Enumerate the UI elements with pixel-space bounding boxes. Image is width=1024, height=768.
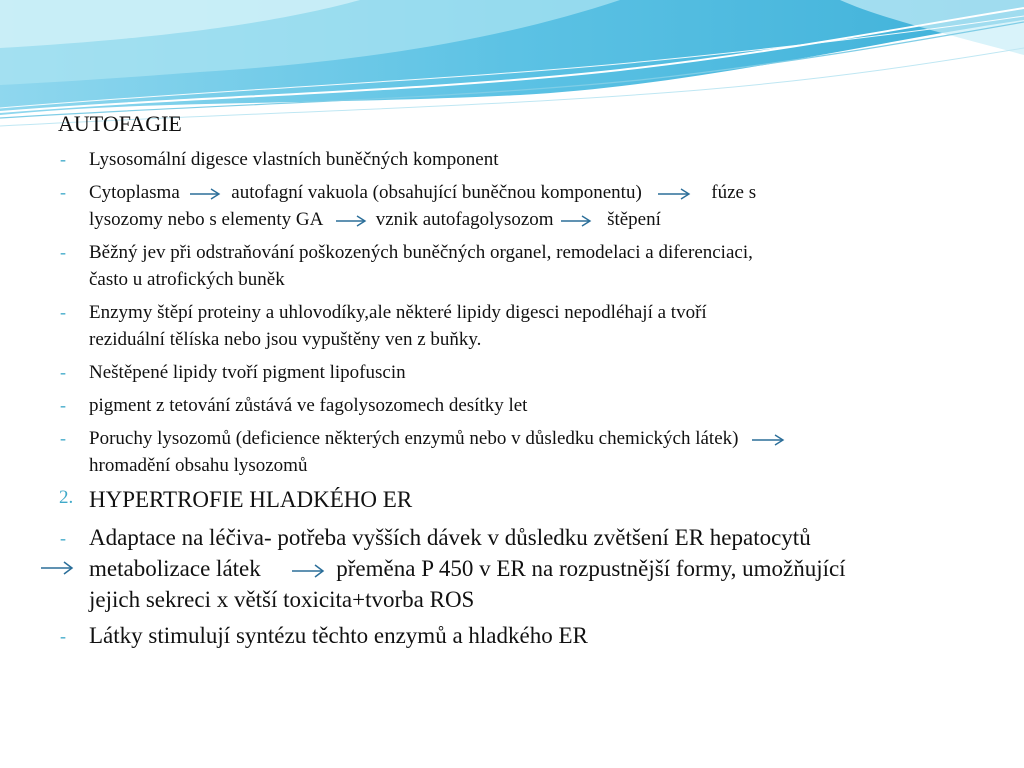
bullet-bezny-jev-line2: často u atrofických buněk [89, 269, 285, 290]
bullet-dash: - [60, 362, 66, 382]
right-arrow-icon [751, 434, 785, 446]
bullet-dash: - [60, 302, 66, 322]
bullet-adaptace-line2 [89, 553, 846, 584]
right-arrow-icon [560, 215, 592, 227]
bullet-enzymy-line2: reziduální tělíska nebo jsou vypuštěny ven z buňky. [89, 329, 482, 350]
bullet-dash: - [60, 626, 66, 646]
bullet-dash: - [60, 528, 66, 548]
bullet-adaptace-line3: jejich sekreci x větší toxicita+tvorba ROS [89, 587, 475, 612]
text-vznik-autofagolysozom: vznik autofagolysozom [375, 209, 554, 230]
right-arrow-icon [291, 564, 325, 578]
text-poruchy-lysozomu: Poruchy lysozomů (deficience některých enzymů nebo v důsledku chemických látek) [89, 428, 739, 449]
right-arrow-icon [657, 188, 691, 200]
bullet-poruchy-line1 [89, 425, 785, 452]
bullet-cytoplasma-line2 [89, 206, 661, 233]
bullet-latky-stimuluji: Látky stimulují syntézu těchto enzymů a hladkého ER [89, 623, 588, 648]
right-arrow-icon [40, 561, 74, 575]
section-number: 2. [59, 487, 74, 508]
text-stepeni: štěpení [607, 209, 661, 230]
bullet-lysosomal-digestion: Lysosomální digesce vlastních buněčných komponent [89, 149, 499, 170]
bullet-dash: - [60, 242, 66, 262]
text-premena-p450: přeměna P 450 v ER na rozpustnější formy, umožňující [336, 556, 846, 581]
text-fuze-s: fúze s [711, 182, 757, 203]
heading-autofagie: AUTOFAGIE [58, 111, 182, 136]
bullet-dash: - [60, 428, 66, 448]
bullet-adaptace-line1: Adaptace na léčiva- potřeba vyšších dávek v důsledku zvětšení ER hepatocytů [89, 525, 811, 550]
bullet-enzymy-line1: Enzymy štěpí proteiny a uhlovodíky,ale některé lipidy digesci nepodléhají a tvoří [89, 302, 707, 323]
text-autofagni-vakuola: autofagní vakuola (obsahující buněčnou komponentu) [231, 182, 642, 203]
bullet-poruchy-line2: hromadění obsahu lysozomů [89, 455, 308, 476]
bullet-tetovani: pigment z tetování zůstává ve fagolysozomech desítky let [89, 395, 528, 416]
bullet-dash: - [60, 149, 66, 169]
bullet-dash: - [60, 182, 66, 202]
text-lysozomy-ga: lysozomy nebo s elementy GA [89, 209, 323, 230]
bullet-bezny-jev-line1: Běžný jev při odstraňování poškozených buněčných organel, remodelaci a diferenciaci, [89, 242, 753, 263]
bullet-dash: - [60, 395, 66, 415]
right-arrow-icon [189, 188, 221, 200]
heading-hypertrofie: HYPERTROFIE HLADKÉHO ER [89, 487, 413, 512]
bullet-lipofuscin: Neštěpené lipidy tvoří pigment lipofuscin [89, 362, 406, 383]
text-cytoplasma: Cytoplasma [89, 182, 180, 203]
bullet-cytoplasma-line1 [89, 179, 756, 206]
right-arrow-icon [335, 215, 367, 227]
text-metabolizace-latek: metabolizace látek [89, 556, 261, 581]
